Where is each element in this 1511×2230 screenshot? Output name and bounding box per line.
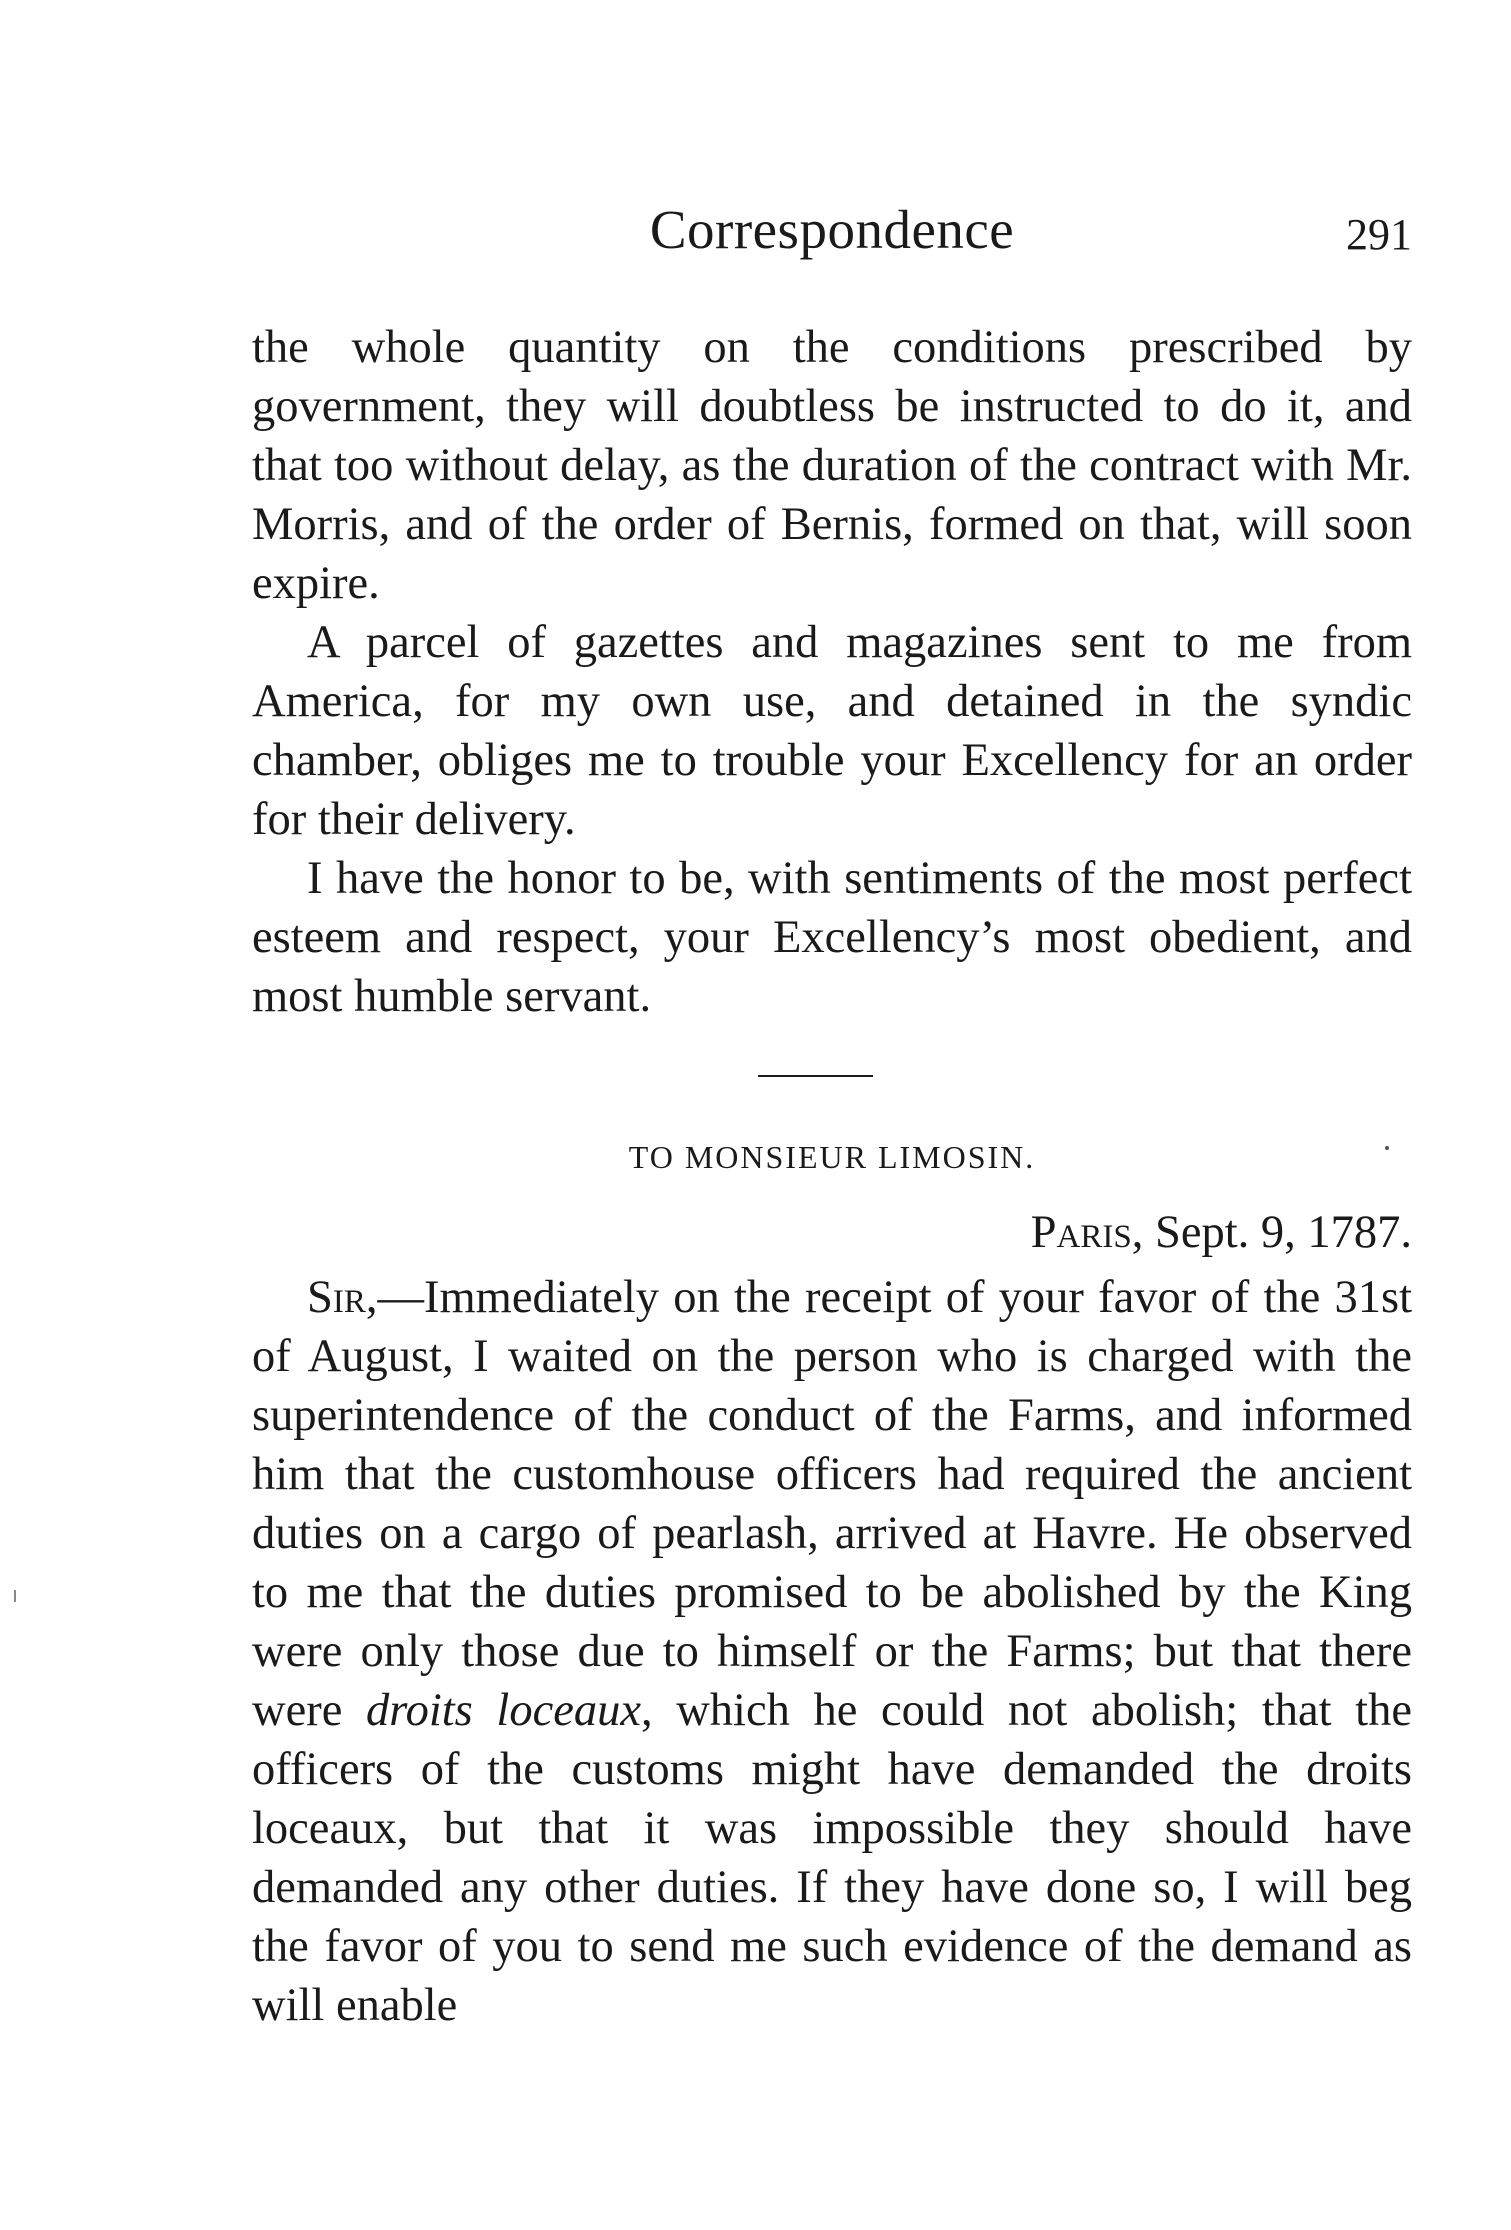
running-title: Correspondence: [649, 199, 1015, 260]
letter-text-part-2: , which he could not abolish; that the officers of the customs might have demanded the droits loceaux, but that it was impossible they should have demanded any other duties. If they have done so, I will beg the favor of you to send me such evidence of the demand as will enable: [252, 1685, 1412, 2031]
paragraph-closing: I have the honor to be, with sentiments of the most perfect esteem and respect, your Excellency’s most obedient, and most humble servant.: [252, 853, 1412, 1022]
letter-text-part-1: ,—Immediately on the receipt of your favor of the 31st of August, I waited on the person who is charged with the superintendence of the conduct of the Farms, and informed him that the customhouse officers had required the ancient duties on a cargo of pearlash, arrived at Havre. He observed to me that the duties promised to be abolished by the King were only those due to himself or the Farms; but that there were: [252, 1272, 1412, 1736]
previous-letter-ending: [252, 318, 1412, 1026]
letter-paragraph: [252, 1268, 1412, 2035]
letter-body: [252, 1268, 1412, 2035]
paragraph-gazettes: A parcel of gazettes and magazines sent to me from America, for my own use, and detained in the syndic chamber, obliges me to trouble your Excellency for an order for their delivery.: [252, 617, 1412, 845]
section-divider: [758, 1075, 873, 1077]
letter-heading: TO MONSIEUR LIMOSIN.: [628, 1139, 1036, 1175]
page-number: 291: [1346, 210, 1412, 259]
dateline-place: Paris: [1030, 1207, 1132, 1258]
print-speck: [1385, 1146, 1389, 1150]
paragraph-continuation: the whole quantity on the conditions prescribed by government, they will doubtless be instructed to do it, and that too without delay, as the duration of the contract with Mr. Morris, and of the order of Bernis, formed on that, will soon expire.: [252, 322, 1412, 609]
letter-dateline: [252, 1203, 1412, 1263]
margin-mark: [14, 1590, 16, 1602]
salutation: Sir: [307, 1272, 366, 1323]
running-header: [252, 195, 1412, 275]
letter-text-italic: droits loceaux: [365, 1685, 641, 1736]
dateline-date: , Sept. 9, 1787.: [1131, 1207, 1412, 1258]
